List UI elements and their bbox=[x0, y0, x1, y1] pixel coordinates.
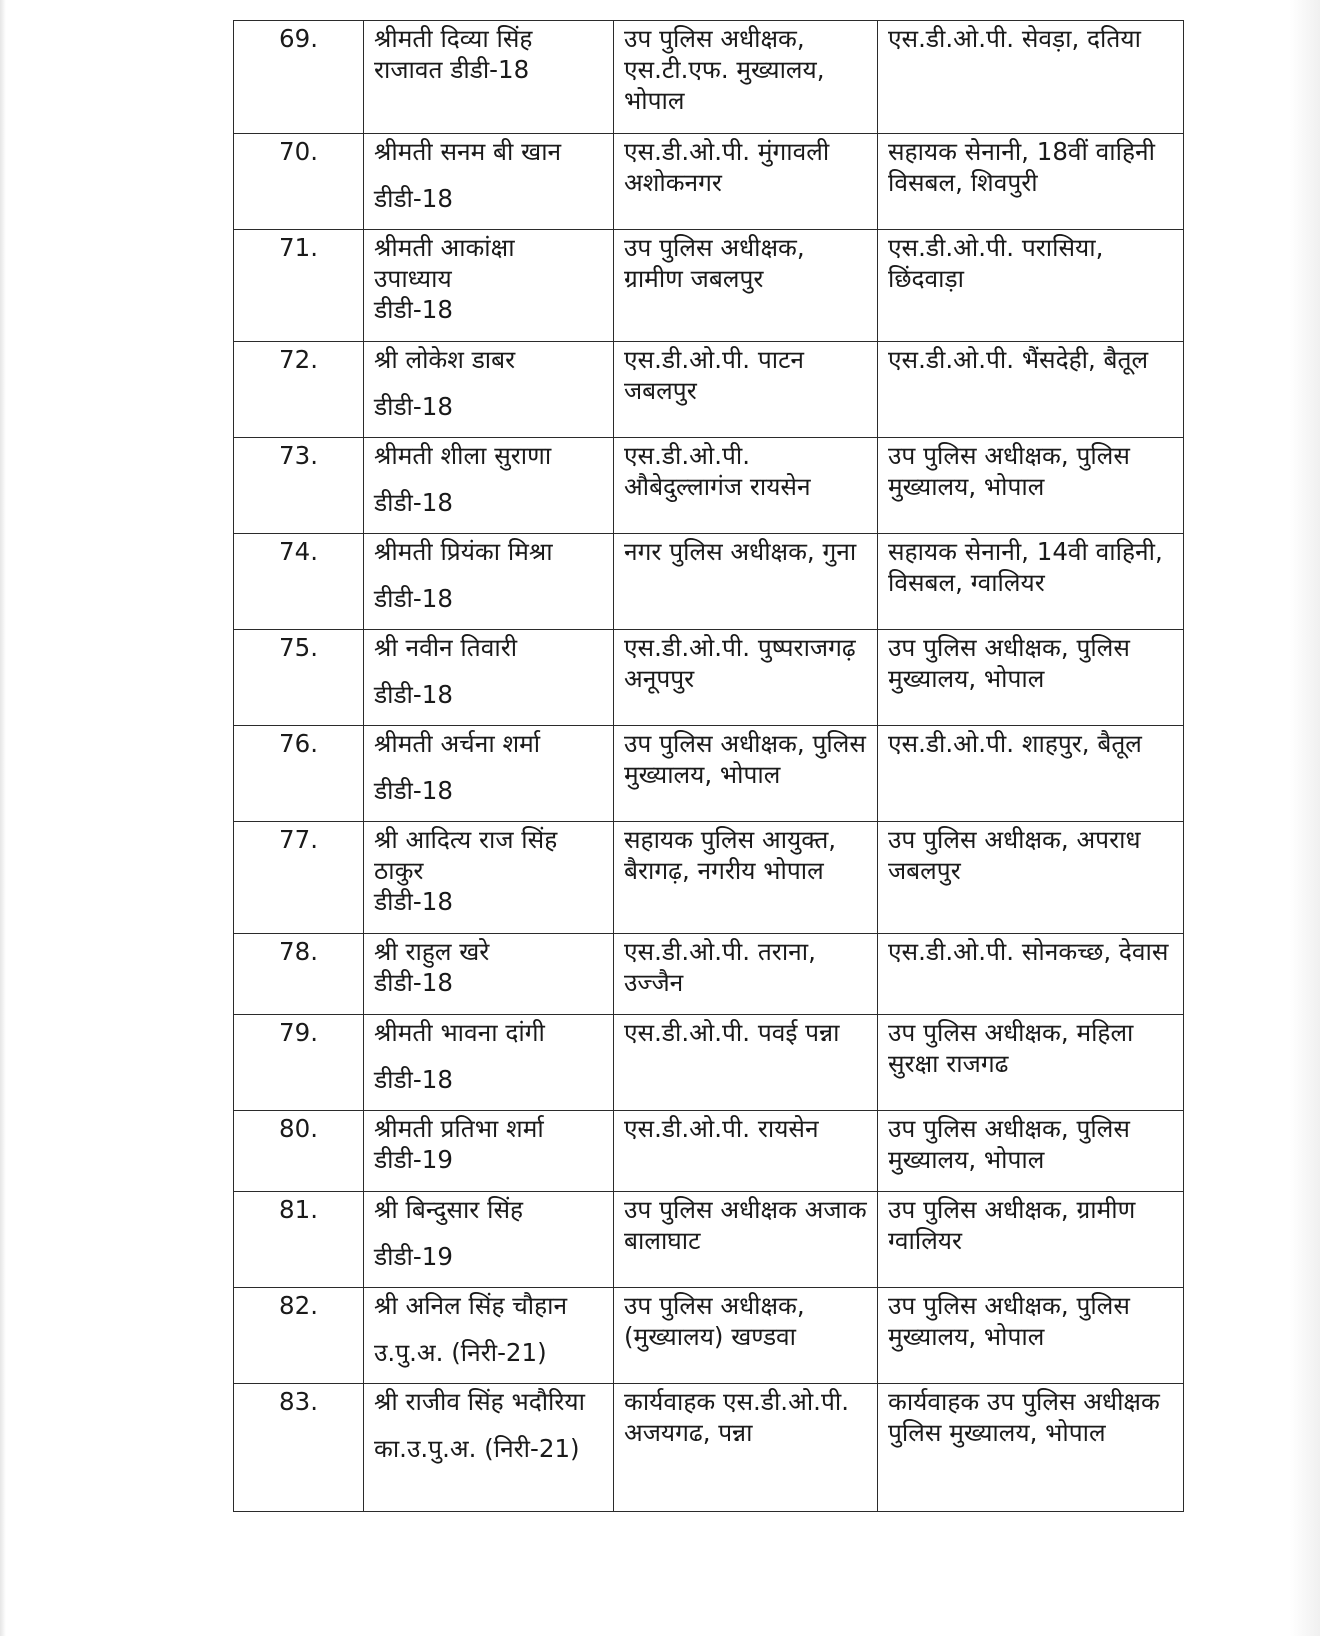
current-posting-cell: उप पुलिस अधीक्षक, (मुख्यालय) खण्डवा bbox=[614, 1288, 878, 1384]
officer-name-cell bbox=[364, 1111, 614, 1192]
officer-name-cell bbox=[364, 1015, 614, 1111]
current-posting-cell: एस.डी.ओ.पी. पाटन जबलपुर bbox=[614, 342, 878, 438]
officer-designation-line: उपाध्याय bbox=[374, 264, 452, 293]
serial-number-cell: 76. bbox=[234, 726, 364, 822]
table-row bbox=[234, 534, 1184, 630]
serial-number-cell: 80. bbox=[234, 1111, 364, 1192]
table-row bbox=[234, 934, 1184, 1015]
serial-number-cell: 78. bbox=[234, 934, 364, 1015]
table-row bbox=[234, 1015, 1184, 1111]
serial-number-cell: 69. bbox=[234, 21, 364, 134]
current-posting-cell: एस.डी.ओ.पी. मुंगावली अशोकनगर bbox=[614, 134, 878, 230]
officer-designation-line: डीडी-18 bbox=[374, 184, 453, 213]
officer-designation-line: डीडी-18 bbox=[374, 776, 453, 805]
transfer-table-body bbox=[234, 21, 1184, 1512]
officer-designation-line: डीडी-18 bbox=[374, 584, 453, 613]
officer-name: श्रीमती शीला सुराणा bbox=[374, 441, 552, 470]
current-posting-cell: उप पुलिस अधीक्षक, एस.टी.एफ. मुख्यालय, भोपाल bbox=[614, 21, 878, 134]
officer-designation-line: डीडी-18 bbox=[374, 392, 453, 421]
officer-designation-line: डीडी-18 bbox=[374, 968, 453, 997]
table-row bbox=[234, 822, 1184, 934]
officer-name: श्रीमती प्रतिभा शर्मा bbox=[374, 1114, 544, 1143]
table-row bbox=[234, 1192, 1184, 1288]
officer-name: श्री आदित्य राज सिंह bbox=[374, 825, 558, 854]
table-row bbox=[234, 21, 1184, 134]
serial-number-cell: 82. bbox=[234, 1288, 364, 1384]
officer-name: श्री अनिल सिंह चौहान bbox=[374, 1291, 568, 1320]
new-posting-cell: एस.डी.ओ.पी. शाहपुर, बैतूल bbox=[878, 726, 1184, 822]
new-posting-cell: उप पुलिस अधीक्षक, पुलिस मुख्यालय, भोपाल bbox=[878, 1288, 1184, 1384]
serial-number-cell: 83. bbox=[234, 1384, 364, 1512]
officer-name-cell bbox=[364, 21, 614, 134]
officer-designation-line: ठाकुर bbox=[374, 856, 424, 885]
new-posting-cell: उप पुलिस अधीक्षक, पुलिस मुख्यालय, भोपाल bbox=[878, 438, 1184, 534]
new-posting-cell: उप पुलिस अधीक्षक, अपराध जबलपुर bbox=[878, 822, 1184, 934]
table-row bbox=[234, 1288, 1184, 1384]
officer-name: श्रीमती अर्चना शर्मा bbox=[374, 729, 541, 758]
table-row bbox=[234, 230, 1184, 342]
officer-name: श्रीमती सनम बी खान bbox=[374, 137, 562, 166]
officer-name: श्रीमती दिव्या सिंह bbox=[374, 24, 533, 53]
serial-number-cell: 79. bbox=[234, 1015, 364, 1111]
officer-name-cell bbox=[364, 726, 614, 822]
table-row bbox=[234, 134, 1184, 230]
officer-name: श्रीमती भावना दांगी bbox=[374, 1018, 545, 1047]
officer-name-cell bbox=[364, 1384, 614, 1512]
table-row bbox=[234, 342, 1184, 438]
officer-name-cell bbox=[364, 1288, 614, 1384]
current-posting-cell: एस.डी.ओ.पी. तराना, उज्जैन bbox=[614, 934, 878, 1015]
serial-number-cell: 74. bbox=[234, 534, 364, 630]
officer-designation-line: डीडी-18 bbox=[374, 488, 453, 517]
table-row bbox=[234, 438, 1184, 534]
new-posting-cell: सहायक सेनानी, 18वीं वाहिनी विसबल, शिवपुरी bbox=[878, 134, 1184, 230]
current-posting-cell: एस.डी.ओ.पी. पुष्पराजगढ़ अनूपपुर bbox=[614, 630, 878, 726]
officer-designation-line: डीडी-19 bbox=[374, 1242, 453, 1271]
current-posting-cell: एस.डी.ओ.पी. रायसेन bbox=[614, 1111, 878, 1192]
new-posting-cell: उप पुलिस अधीक्षक, पुलिस मुख्यालय, भोपाल bbox=[878, 630, 1184, 726]
officer-name: श्रीमती प्रियंका मिश्रा bbox=[374, 537, 553, 566]
current-posting-cell: सहायक पुलिस आयुक्त, बैरागढ़, नगरीय भोपाल bbox=[614, 822, 878, 934]
new-posting-cell: एस.डी.ओ.पी. सेवड़ा, दतिया bbox=[878, 21, 1184, 134]
page-edge-left bbox=[0, 0, 6, 1636]
new-posting-cell: उप पुलिस अधीक्षक, ग्रामीण ग्वालियर bbox=[878, 1192, 1184, 1288]
page-edge-right bbox=[1290, 0, 1320, 1636]
new-posting-cell: उप पुलिस अधीक्षक, महिला सुरक्षा राजगढ bbox=[878, 1015, 1184, 1111]
officer-designation-line: का.उ.पु.अ. (निरी-21) bbox=[374, 1434, 580, 1463]
serial-number-cell: 77. bbox=[234, 822, 364, 934]
serial-number-cell: 71. bbox=[234, 230, 364, 342]
officer-name: श्री राहुल खरे bbox=[374, 937, 490, 966]
officer-name-cell bbox=[364, 934, 614, 1015]
current-posting-cell: एस.डी.ओ.पी. पवई पन्ना bbox=[614, 1015, 878, 1111]
officer-name-cell bbox=[364, 230, 614, 342]
new-posting-cell: सहायक सेनानी, 14वी वाहिनी, विसबल, ग्वालियर bbox=[878, 534, 1184, 630]
officer-name-cell bbox=[364, 822, 614, 934]
table-row bbox=[234, 630, 1184, 726]
new-posting-cell: एस.डी.ओ.पी. भैंसदेही, बैतूल bbox=[878, 342, 1184, 438]
serial-number-cell: 70. bbox=[234, 134, 364, 230]
officer-designation-line: राजावत डीडी-18 bbox=[374, 55, 530, 84]
officer-name: श्री बिन्दुसार सिंह bbox=[374, 1195, 524, 1224]
officer-name: श्री लोकेश डाबर bbox=[374, 345, 516, 374]
current-posting-cell: नगर पुलिस अधीक्षक, गुना bbox=[614, 534, 878, 630]
current-posting-cell: उप पुलिस अधीक्षक, पुलिस मुख्यालय, भोपाल bbox=[614, 726, 878, 822]
officer-name-cell bbox=[364, 342, 614, 438]
new-posting-cell: उप पुलिस अधीक्षक, पुलिस मुख्यालय, भोपाल bbox=[878, 1111, 1184, 1192]
table-row bbox=[234, 726, 1184, 822]
new-posting-cell: एस.डी.ओ.पी. सोनकच्छ, देवास bbox=[878, 934, 1184, 1015]
table-row bbox=[234, 1384, 1184, 1512]
serial-number-cell: 72. bbox=[234, 342, 364, 438]
officer-name: श्री नवीन तिवारी bbox=[374, 633, 518, 662]
officer-name-cell bbox=[364, 1192, 614, 1288]
officer-name-cell bbox=[364, 630, 614, 726]
officer-designation-line: डीडी-18 bbox=[374, 680, 453, 709]
serial-number-cell: 81. bbox=[234, 1192, 364, 1288]
officer-name-cell bbox=[364, 438, 614, 534]
table-row bbox=[234, 1111, 1184, 1192]
officer-name: श्रीमती आकांक्षा bbox=[374, 233, 515, 262]
officer-name: श्री राजीव सिंह भदौरिया bbox=[374, 1387, 585, 1416]
officer-designation-line: उ.पु.अ. (निरी-21) bbox=[374, 1338, 547, 1367]
current-posting-cell: उप पुलिस अधीक्षक अजाक बालाघाट bbox=[614, 1192, 878, 1288]
serial-number-cell: 75. bbox=[234, 630, 364, 726]
current-posting-cell: कार्यवाहक एस.डी.ओ.पी. अजयगढ, पन्ना bbox=[614, 1384, 878, 1512]
officer-designation-line: डीडी-18 bbox=[374, 1065, 453, 1094]
officer-name-cell bbox=[364, 534, 614, 630]
transfer-table bbox=[233, 20, 1184, 1512]
new-posting-cell: कार्यवाहक उप पुलिस अधीक्षक पुलिस मुख्यालय, भोपाल bbox=[878, 1384, 1184, 1512]
officer-name-cell bbox=[364, 134, 614, 230]
officer-designation-line: डीडी-18 bbox=[374, 295, 453, 324]
serial-number-cell: 73. bbox=[234, 438, 364, 534]
current-posting-cell: उप पुलिस अधीक्षक, ग्रामीण जबलपुर bbox=[614, 230, 878, 342]
new-posting-cell: एस.डी.ओ.पी. परासिया, छिंदवाड़ा bbox=[878, 230, 1184, 342]
officer-designation-line: डीडी-18 bbox=[374, 887, 453, 916]
current-posting-cell: एस.डी.ओ.पी. औबेदुल्लागंज रायसेन bbox=[614, 438, 878, 534]
officer-designation-line: डीडी-19 bbox=[374, 1145, 453, 1174]
